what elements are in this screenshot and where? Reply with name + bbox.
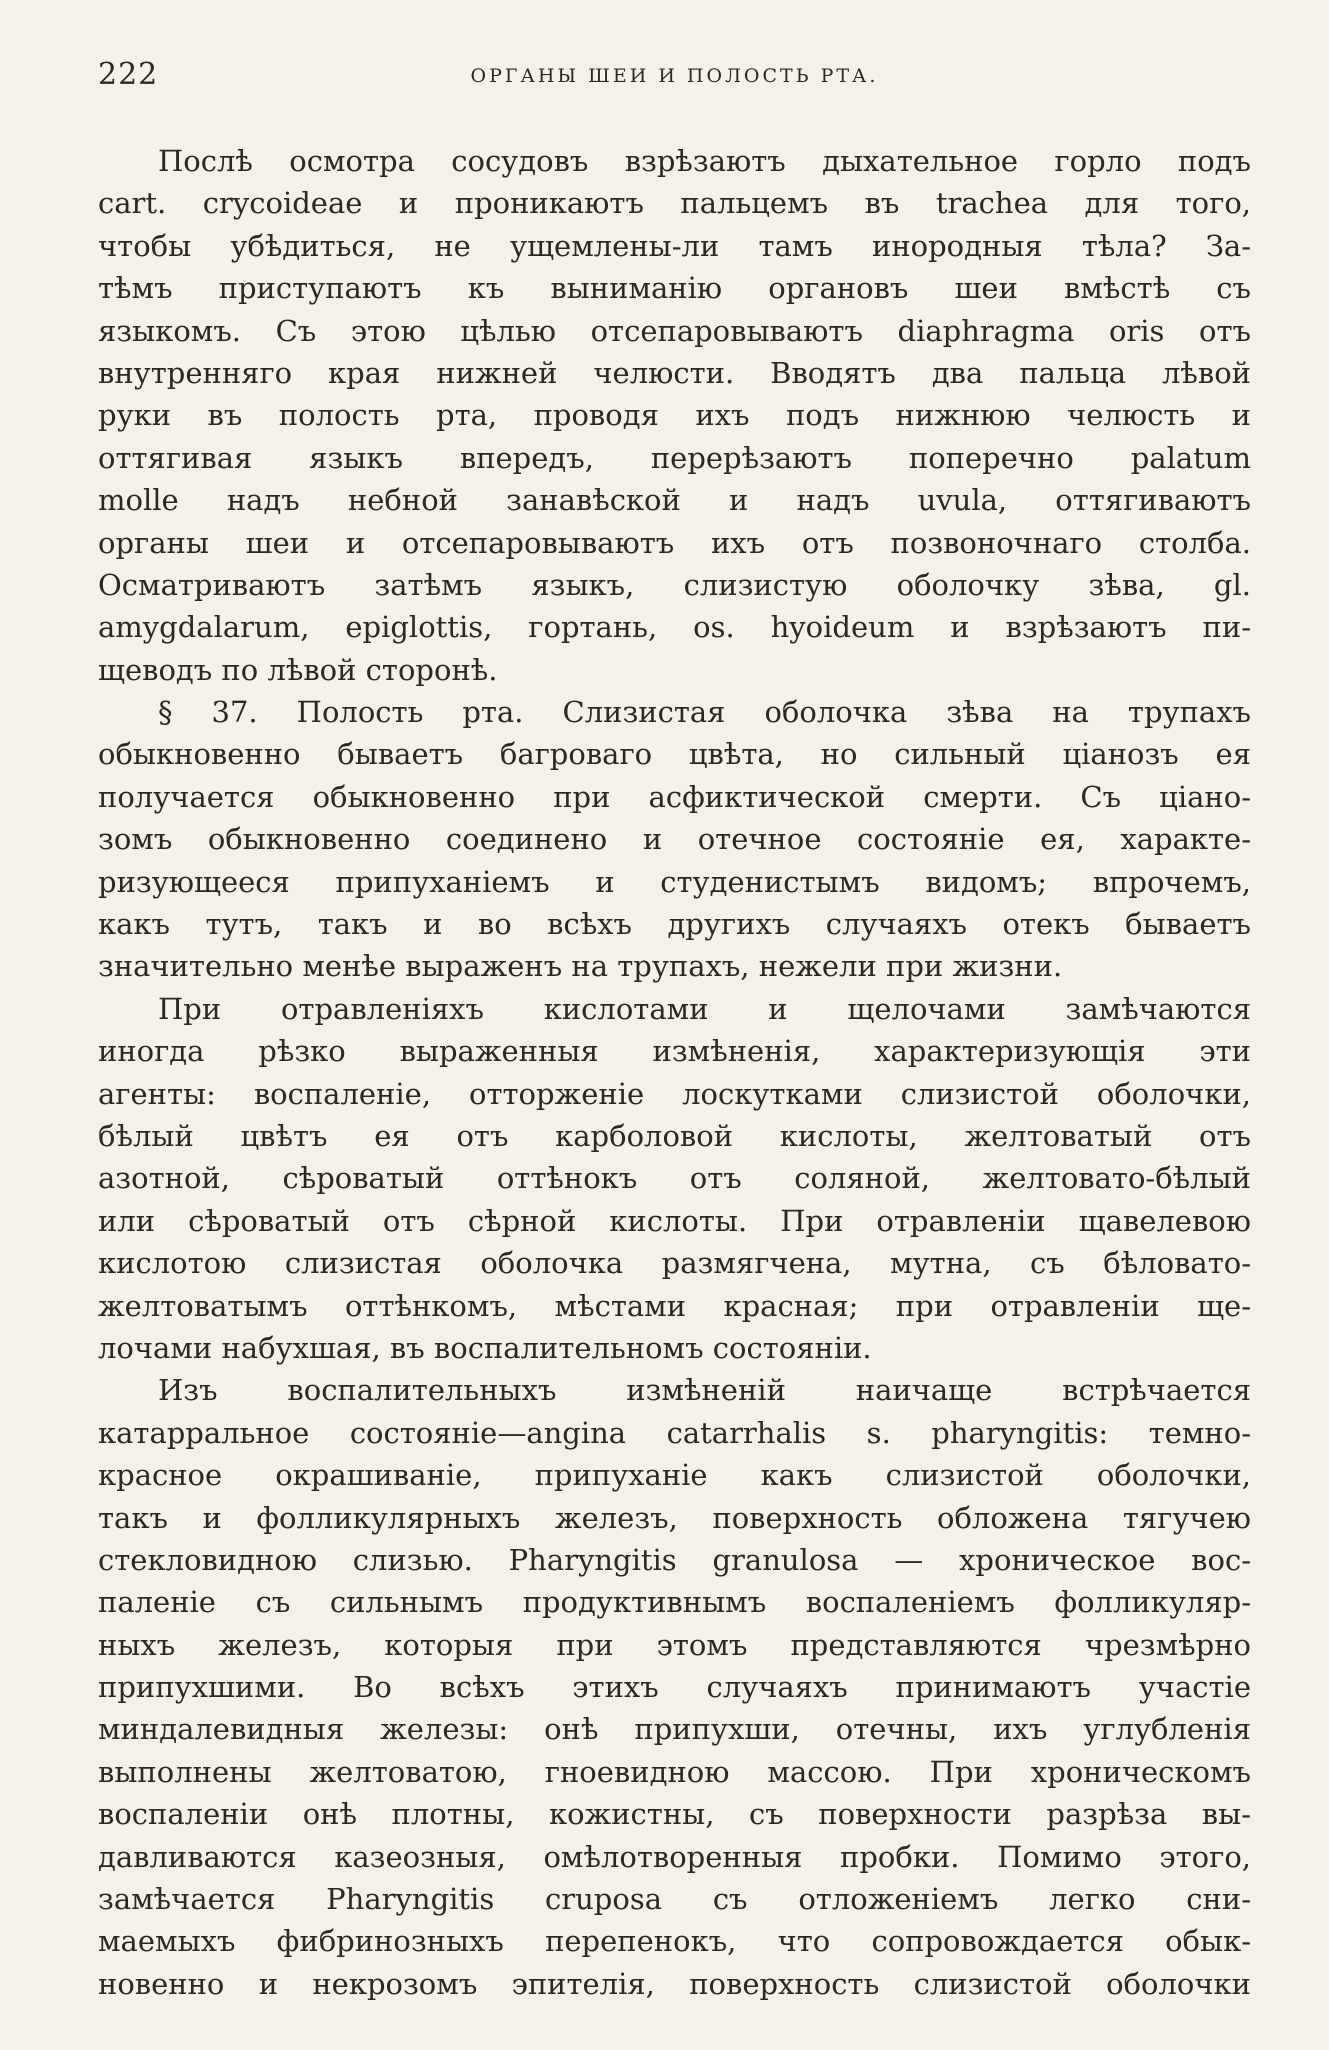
- text-line: оттягивая языкъ впередъ, перерѣзаютъ поперечно palatum: [98, 440, 1251, 475]
- running-head: [98, 55, 1251, 99]
- text-line: cart. crycoideae и проникаютъ пальцемъ въ trachea для того,: [98, 186, 1251, 221]
- text-line: ныхъ железъ, которыя при этомъ представляются чрезмѣрно: [98, 1627, 1251, 1662]
- text-line: воспаленіи онѣ плотны, кожистны, съ поверхности разрѣза вы-: [98, 1797, 1251, 1832]
- text-line: выполнены желтоватою, гноевидною массою. При хроническомъ: [98, 1754, 1251, 1789]
- body-text: [98, 140, 1251, 2005]
- text-line: желтоватымъ оттѣнкомъ, мѣстами красная; при отравленіи ще-: [98, 1288, 1251, 1323]
- text-line: паленіе съ сильнымъ продуктивнымъ воспаленіемъ фолликуляр-: [98, 1585, 1251, 1620]
- text-line: красное окрашиваніе, припуханіе какъ слизистой оболочки,: [98, 1458, 1251, 1493]
- text-line: агенты: воспаленіе, отторженіе лоскутками слизистой оболочки,: [98, 1076, 1251, 1111]
- text-line: языкомъ. Съ этою цѣлью отсепаровываютъ diaphragma oris отъ: [98, 313, 1251, 348]
- text-line: припухшими. Во всѣхъ этихъ случаяхъ принимаютъ участіе: [98, 1670, 1251, 1705]
- text-line: стекловидною слизью. Pharyngitis granulosa — хроническое вос-: [98, 1542, 1251, 1577]
- text-line: замѣчается Pharyngitis cruposa съ отложеніемъ легко сни-: [98, 1882, 1251, 1917]
- text-line: маемыхъ фибринозныхъ перепенокъ, что сопровождается обык-: [98, 1924, 1251, 1959]
- text-line: чтобы убѣдиться, не ущемлены-ли тамъ инородныя тѣла? За-: [98, 228, 1251, 263]
- text-line: значительно менѣе выраженъ на трупахъ, нежели при жизни.: [98, 949, 1063, 984]
- text-line: amygdalarum, epiglottis, гортань, os. hyoideum и взрѣзаютъ пи-: [98, 610, 1251, 645]
- section-heading-line: § 37. Полость рта. Слизистая оболочка зѣва на трупахъ: [158, 695, 1251, 730]
- text-line: новенно и некрозомъ эпителія, поверхность слизистой оболочки: [98, 1966, 1251, 2001]
- text-line: При отравленіяхъ кислотами и щелочами замѣчаются: [158, 991, 1251, 1026]
- text-line: Осматриваютъ затѣмъ языкъ, слизистую оболочку зѣва, gl.: [98, 567, 1251, 602]
- text-line: molle надъ небной занавѣской и надъ uvula, оттягиваютъ: [98, 483, 1251, 518]
- running-title: ОРГАНЫ ШЕИ И ПОЛОСТЬ РТА.: [470, 65, 879, 87]
- text-line: катарральное состояніе—angina catarrhalis s. pharyngitis: темно-: [98, 1415, 1251, 1450]
- page-number: 222: [98, 57, 159, 92]
- text-line: органы шеи и отсепаровываютъ ихъ отъ позвоночнаго столба.: [98, 525, 1251, 560]
- text-line: получается обыкновенно при асфиктической смерти. Съ ціано-: [98, 779, 1251, 814]
- text-line: лочами набухшая, въ воспалительномъ состояніи.: [98, 1330, 872, 1365]
- text-line: щеводъ по лѣвой сторонѣ.: [98, 652, 498, 687]
- text-line: тѣмъ приступаютъ къ выниманію органовъ шеи вмѣстѣ съ: [98, 271, 1251, 306]
- text-line: давливаются казеозныя, омѣлотворенныя пробки. Помимо этого,: [98, 1839, 1251, 1874]
- text-line: какъ тутъ, такъ и во всѣхъ другихъ случаяхъ отекъ бываетъ: [98, 907, 1251, 942]
- text-line: иногда рѣзко выраженныя измѣненія, характеризующія эти: [98, 1034, 1251, 1069]
- text-line: зомъ обыкновенно соединено и отечное состояніе ея, характе-: [98, 822, 1251, 857]
- text-line: Изъ воспалительныхъ измѣненій наичаще встрѣчается: [158, 1373, 1251, 1408]
- text-line: азотной, сѣроватый оттѣнокъ отъ соляной, желтовато-бѣлый: [98, 1161, 1251, 1196]
- text-line: ризующееся припуханіемъ и студенистымъ видомъ; впрочемъ,: [98, 864, 1251, 899]
- text-line: бѣлый цвѣтъ ея отъ карболовой кислоты, желтоватый отъ: [98, 1118, 1251, 1153]
- text-line: или сѣроватый отъ сѣрной кислоты. При отравленіи щавелевою: [98, 1203, 1251, 1238]
- text-line: обыкновенно бываетъ багроваго цвѣта, но сильный ціанозъ ея: [98, 737, 1251, 772]
- text-line: кислотою слизистая оболочка размягчена, мутна, съ бѣловато-: [98, 1246, 1251, 1281]
- text-line: такъ и фолликулярныхъ железъ, поверхность обложена тягучею: [98, 1500, 1251, 1535]
- text-line: Послѣ осмотра сосудовъ взрѣзаютъ дыхательное горло подъ: [158, 144, 1251, 178]
- text-line: внутренняго края нижней челюсти. Вводятъ два пальца лѣвой: [98, 355, 1251, 390]
- text-line: миндалевидныя железы: онѣ припухши, отечны, ихъ углубленія: [98, 1712, 1251, 1747]
- text-line: руки въ полость рта, проводя ихъ подъ нижнюю челюсть и: [98, 398, 1251, 433]
